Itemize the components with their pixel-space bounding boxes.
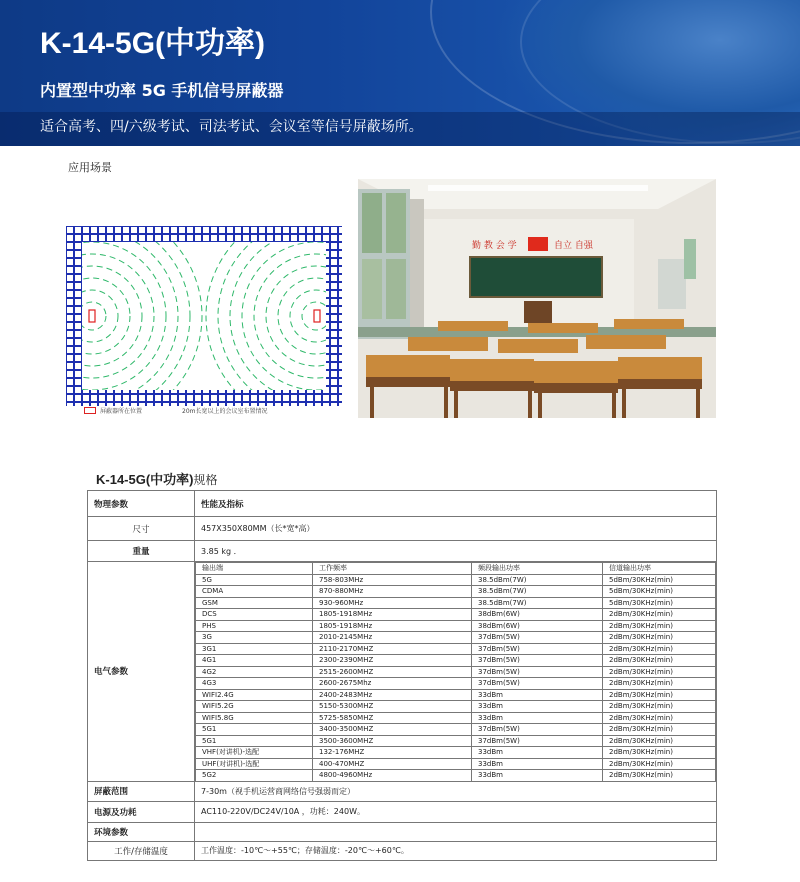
band-cell: 870-880MHz <box>313 586 472 598</box>
band-cell: 33dBm <box>472 701 603 713</box>
band-cell: 758-803MHz <box>313 574 472 586</box>
table-row <box>88 801 717 822</box>
band-cell: 33dBm <box>472 758 603 770</box>
band-row <box>196 735 716 747</box>
band-cell: 1805-1918MHz <box>313 620 472 632</box>
band-cell: 2515-2600MHZ <box>313 666 472 678</box>
band-cell: 33dBm <box>472 770 603 781</box>
band-cell: 2400-2483MHz <box>313 689 472 701</box>
band-cell: 37dBm(5W) <box>472 655 603 667</box>
product-title: K-14-5G(中功率) <box>40 27 266 60</box>
band-cell: 5725-5850MHZ <box>313 712 472 724</box>
table-row <box>88 541 717 562</box>
band-cell: 37dBm(5W) <box>472 724 603 736</box>
band-cell: 930-960MHz <box>313 597 472 609</box>
band-cell: UHF(对讲机)-选配 <box>196 758 313 770</box>
band-table <box>195 562 716 781</box>
band-cell: 37dBm(5W) <box>472 643 603 655</box>
temp-label: 工作/存储温度 <box>88 841 195 860</box>
band-cell: 3400-3500MHZ <box>313 724 472 736</box>
band-row <box>196 758 716 770</box>
band-cell: 33dBm <box>472 747 603 759</box>
band-row <box>196 574 716 586</box>
band-row <box>196 701 716 713</box>
band-cell: 5dBm/30KHz(min) <box>603 597 716 609</box>
band-row <box>196 643 716 655</box>
band-cell: 400-470MHZ <box>313 758 472 770</box>
band-row <box>196 666 716 678</box>
band-row <box>196 747 716 759</box>
band-cell: 2dBm/30KHz(min) <box>603 643 716 655</box>
band-cell: 4800-4960MHz <box>313 770 472 781</box>
band-cell: 2dBm/30KHz(min) <box>603 701 716 713</box>
band-cell: 37dBm(5W) <box>472 678 603 690</box>
band-cell: 38dBm(6W) <box>472 609 603 621</box>
band-cell: 5150-5300MHZ <box>313 701 472 713</box>
band-cell: 38.5dBm(7W) <box>472 597 603 609</box>
band-cell: 2dBm/30KHz(min) <box>603 632 716 644</box>
band-cell: 5G2 <box>196 770 313 781</box>
weight-label: 重量 <box>88 541 195 562</box>
band-row <box>196 632 716 644</box>
band-header-cell: 工作频率 <box>313 563 472 575</box>
table-row <box>88 841 717 860</box>
band-cell: 38dBm(6W) <box>472 620 603 632</box>
band-cell: 3G1 <box>196 643 313 655</box>
header-label: 物理参数 <box>88 491 195 517</box>
band-cell: 5dBm/30KHz(min) <box>603 586 716 598</box>
band-cell: 4G1 <box>196 655 313 667</box>
band-cell: 2dBm/30KHz(min) <box>603 620 716 632</box>
photo-slogan-left: 勤 教 会 学 <box>472 241 517 251</box>
spec-title <box>96 469 218 488</box>
band-cell: 2dBm/30KHz(min) <box>603 689 716 701</box>
band-cell: 2dBm/30KHz(min) <box>603 758 716 770</box>
band-cell: 2dBm/30KHz(min) <box>603 770 716 781</box>
room-coverage-diagram <box>66 226 342 406</box>
legend-swatch <box>84 407 96 414</box>
header-banner <box>0 0 800 146</box>
header-value: 性能及指标 <box>195 491 717 517</box>
legend-device-text: 屏蔽器所在位置 <box>100 408 143 415</box>
band-cell: 4G3 <box>196 678 313 690</box>
env-value <box>195 822 717 841</box>
band-cell: 37dBm(5W) <box>472 735 603 747</box>
spec-table <box>87 490 717 861</box>
band-row <box>196 609 716 621</box>
band-cell: 2dBm/30KHz(min) <box>603 678 716 690</box>
spec-title-suffix: 规格 <box>193 473 218 487</box>
band-cell: 33dBm <box>472 689 603 701</box>
band-cell: 3G <box>196 632 313 644</box>
jammer-left <box>89 310 95 322</box>
electrical-cell <box>195 562 717 782</box>
band-row <box>196 712 716 724</box>
band-cell: VHF(对讲机)-选配 <box>196 747 313 759</box>
photo-slogan-right: 自立 自强 <box>554 241 593 251</box>
band-cell: 33dBm <box>472 712 603 724</box>
blackboard <box>470 257 602 297</box>
band-header-cell: 输出端 <box>196 563 313 575</box>
band-cell: PHS <box>196 620 313 632</box>
band-row <box>196 597 716 609</box>
band-cell: DCS <box>196 609 313 621</box>
size-label: 尺寸 <box>88 517 195 541</box>
band-header-cell: 信道输出功率 <box>603 563 716 575</box>
band-cell: 5G1 <box>196 724 313 736</box>
band-table-body <box>196 563 716 781</box>
range-label: 屏蔽范围 <box>88 781 195 801</box>
classroom-photo <box>358 179 716 418</box>
product-tagline: 适合高考、四/六级考试、司法考试、会议室等信号屏蔽场所。 <box>40 119 423 135</box>
jammer-right <box>314 310 320 322</box>
band-cell: 2300-2390MHZ <box>313 655 472 667</box>
band-cell: 2dBm/30KHz(min) <box>603 735 716 747</box>
weight-value: 3.85 kg ． <box>195 541 717 562</box>
band-row <box>196 620 716 632</box>
power-label: 电源及功耗 <box>88 801 195 822</box>
band-row <box>196 689 716 701</box>
band-cell: 2110-2170MHZ <box>313 643 472 655</box>
legend-room-text: 20m长宽以上的会议室布置情况 <box>182 408 268 415</box>
band-cell: 4G2 <box>196 666 313 678</box>
band-cell: 2010-2145MHz <box>313 632 472 644</box>
band-cell: 37dBm(5W) <box>472 666 603 678</box>
band-header-cell: 频段输出功率 <box>472 563 603 575</box>
power-value: AC110-220V/DC24V/10A ，功耗：240W。 <box>195 801 717 822</box>
electrical-label: 电气参数 <box>88 562 195 782</box>
temp-value: 工作温度：-10℃～+55℃；存储温度：-20℃～+60℃。 <box>195 841 717 860</box>
table-row <box>88 822 717 841</box>
band-cell: 2600-2675Mhz <box>313 678 472 690</box>
band-cell: 5G1 <box>196 735 313 747</box>
band-header-row <box>196 563 716 575</box>
band-cell: 37dBm(5W) <box>472 632 603 644</box>
band-cell: 2dBm/30KHz(min) <box>603 712 716 724</box>
band-cell: 38.5dBm(7W) <box>472 574 603 586</box>
band-cell: 2dBm/30KHz(min) <box>603 655 716 667</box>
band-cell: 2dBm/30KHz(min) <box>603 666 716 678</box>
flag <box>528 237 548 251</box>
table-row <box>88 517 717 541</box>
band-cell: 3500-3600MHZ <box>313 735 472 747</box>
product-subtitle: 内置型中功率 5G 手机信号屏蔽器 <box>40 81 284 100</box>
range-value: 7-30m（视手机运营商网络信号强弱而定） <box>195 781 717 801</box>
band-row <box>196 724 716 736</box>
band-row <box>196 586 716 598</box>
band-cell: WIFI5.8G <box>196 712 313 724</box>
diagram-legend <box>84 406 268 415</box>
band-cell: 38.5dBm(7W) <box>472 586 603 598</box>
band-cell: 132-176MHZ <box>313 747 472 759</box>
band-row <box>196 678 716 690</box>
band-cell: 2dBm/30KHz(min) <box>603 609 716 621</box>
table-row <box>88 491 717 517</box>
band-cell: GSM <box>196 597 313 609</box>
env-label: 环境参数 <box>88 822 195 841</box>
band-cell: 2dBm/30KHz(min) <box>603 747 716 759</box>
size-value: 457X350X80MM（长*宽*高） <box>195 517 717 541</box>
band-cell: 5dBm/30KHz(min) <box>603 574 716 586</box>
table-row <box>88 781 717 801</box>
band-cell: 1805-1918MHz <box>313 609 472 621</box>
band-cell: CDMA <box>196 586 313 598</box>
spec-model: K-14-5G(中功率) <box>96 472 194 487</box>
band-row <box>196 655 716 667</box>
band-cell: 2dBm/30KHz(min) <box>603 724 716 736</box>
scene-label: 应用场景 <box>68 161 112 174</box>
band-cell: WIFI5.2G <box>196 701 313 713</box>
table-row <box>88 562 717 782</box>
band-row <box>196 770 716 781</box>
band-cell: 5G <box>196 574 313 586</box>
band-cell: WIFI2.4G <box>196 689 313 701</box>
